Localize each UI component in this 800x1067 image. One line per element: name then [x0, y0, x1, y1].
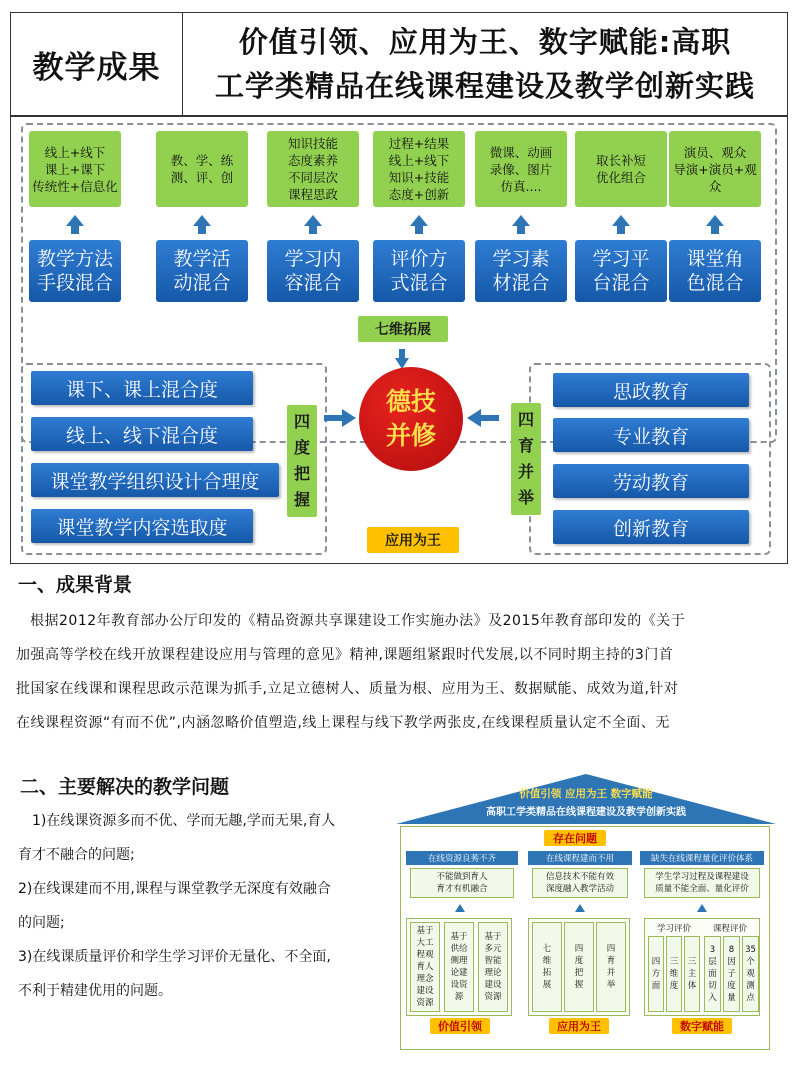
problem-head: 在线资源良莠不齐	[406, 851, 518, 865]
problem-tag: 存在问题	[544, 830, 606, 846]
feature-box: 教、学、练 测、评、创	[156, 131, 248, 207]
up-arrow-icon	[706, 215, 724, 226]
mixed-teaching-diagram	[10, 116, 788, 564]
paragraph-line: 在线课程资源“有而不优”,内涵忽略价值塑造,线上课程与线下教学两张皮,在线课程质量认定不全面、无	[16, 715, 670, 731]
degree-item: 课下、课上混合度	[31, 371, 253, 405]
problem-list	[18, 804, 390, 1008]
course-eval-column: 35 个 观 测 点	[742, 936, 759, 1012]
problem-line: 2)在线课建而不用,课程与课堂教学无深度有效融合	[18, 881, 331, 897]
course-eval-column: 3 层 面 切 入	[704, 936, 721, 1012]
course-eval-heading: 课程评价	[712, 924, 747, 934]
degree-item: 线上、线下混合度	[31, 417, 253, 451]
down-arrow-icon	[395, 349, 409, 369]
mix-type-box: 学习素 材混合	[475, 240, 567, 302]
problem-box: 信息技术不能有效 深度融入教学活动	[532, 868, 628, 898]
section-heading-background: 一、成果背景	[18, 574, 133, 596]
title-table	[10, 12, 788, 116]
resource-basis-column: 基于 大工 程观 育人 理念 建设 资源	[410, 922, 440, 1012]
value-guidance-tag: 价值引领	[430, 1018, 490, 1034]
moral-skill-circle: 德技 并修	[359, 367, 463, 471]
feature-box: 微课、动画 录像、图片 仿真....	[475, 131, 567, 207]
learning-eval-column: 三 维 度	[666, 936, 682, 1012]
education-item: 专业教育	[553, 418, 749, 452]
house-framework-diagram	[396, 774, 776, 1050]
up-arrow-icon	[304, 215, 322, 226]
up-arrow-icon	[575, 904, 585, 912]
problem-line: 1)在线课资源多而不优、学而无趣,学而无果,育人	[32, 813, 336, 829]
four-education-label: 四 育 并 举	[511, 403, 541, 515]
roof-title: 高职工学类精品在线课程建设及教学创新实践	[486, 807, 686, 818]
seven-column-6	[575, 131, 667, 302]
problem-head: 缺失在线课程量化评价体系	[640, 851, 764, 865]
mix-type-box: 学习平 台混合	[575, 240, 667, 302]
resource-basis-column: 基于 供给 侧理 论建 设资 源	[444, 922, 474, 1012]
problem-line: 的问题;	[18, 915, 65, 931]
problem-box: 不能做到育人 育才有机融合	[410, 868, 514, 898]
problem-line: 3)在线课质量评价和学生学习评价无量化、不全面,	[18, 949, 331, 965]
up-arrow-icon	[410, 215, 428, 226]
feature-box: 过程+结果 线上+线下 知识+技能 态度+创新	[373, 131, 465, 207]
education-item: 劳动教育	[553, 464, 749, 498]
learning-eval-heading: 学习评价	[656, 924, 691, 934]
seven-column-3	[267, 131, 359, 302]
seven-column-4	[373, 131, 465, 302]
application-king-label: 应用为王	[367, 527, 459, 553]
education-item: 思政教育	[553, 373, 749, 407]
project-title	[183, 13, 787, 115]
degree-item: 课堂教学组织设计合理度	[31, 463, 279, 497]
up-arrow-icon	[512, 215, 530, 226]
roof-shape	[396, 774, 776, 828]
seven-column-2	[156, 131, 248, 302]
application-column: 四 度 把 握	[564, 922, 594, 1012]
seven-column-7	[669, 131, 761, 302]
mix-type-box: 学习内 容混合	[267, 240, 359, 302]
four-degree-label: 四 度 把 握	[287, 405, 317, 517]
section-heading-problems: 二、主要解决的教学问题	[20, 776, 230, 798]
application-column: 七 维 拓 展	[532, 922, 562, 1012]
right-arrow-icon	[324, 409, 356, 427]
seven-column-5	[475, 131, 567, 302]
problem-line: 育才不融合的问题;	[18, 847, 135, 863]
learning-eval-column: 三 主 体	[684, 936, 700, 1012]
paragraph-line: 加强高等学校在线开放课程建设应用与管理的意见》精神,课题组紧跟时代发展,以不同时期主持的3门首	[16, 647, 674, 663]
education-item: 创新教育	[553, 510, 749, 544]
roof-slogan: 价值引领 应用为王 数字赋能	[519, 788, 653, 800]
application-tag: 应用为王	[549, 1018, 609, 1034]
feature-box: 线上+线下 课上+课下 传统性+信息化	[29, 131, 121, 207]
feature-box: 取长补短 优化组合	[575, 131, 667, 207]
seven-dimension-label: 七维拓展	[358, 316, 448, 342]
feature-box: 演员、观众 导演+演员+观众	[669, 131, 761, 207]
paragraph-line: 批国家在线课和课程思政示范课为抓手,立足立德树人、质量为根、应用为王、数据赋能、成效为道,针对	[16, 681, 679, 697]
digital-empowerment-tag: 数字赋能	[672, 1018, 732, 1034]
left-arrow-icon	[467, 409, 499, 427]
problem-line: 不利于精建优用的问题。	[18, 983, 172, 999]
project-title-line-1: 价值引领、应用为王、数字赋能:高职	[238, 25, 732, 59]
up-arrow-icon	[193, 215, 211, 226]
problem-head: 在线课程建而不用	[528, 851, 632, 865]
achievement-label: 教学成果	[11, 13, 183, 115]
course-eval-column: 8 因 子 度 量	[723, 936, 740, 1012]
feature-box: 知识技能 态度素养 不同层次 课程思政	[267, 131, 359, 207]
mix-type-box: 评价方 式混合	[373, 240, 465, 302]
learning-eval-column: 四 方 面	[648, 936, 664, 1012]
background-paragraph	[16, 604, 776, 740]
paragraph-line: 根据2012年教育部办公厅印发的《精品资源共享课建设工作实施办法》及2015年教育部印发的《关于	[30, 613, 686, 629]
mix-type-box: 教学方法 手段混合	[29, 240, 121, 302]
up-arrow-icon	[612, 215, 630, 226]
up-arrow-icon	[697, 904, 707, 912]
resource-basis-column: 基于 多元 智能 理论 建设 资源	[478, 922, 508, 1012]
up-arrow-icon	[455, 904, 465, 912]
problem-box: 学生学习过程及课程建设 质量不能全面、量化评价	[644, 868, 760, 898]
seven-column-1	[29, 131, 121, 302]
application-column: 四 育 并 举	[596, 922, 626, 1012]
mix-type-box: 课堂角 色混合	[669, 240, 761, 302]
up-arrow-icon	[66, 215, 84, 226]
project-title-line-2: 工学类精品在线课程建设及教学创新实践	[214, 69, 755, 103]
mix-type-box: 教学活 动混合	[156, 240, 248, 302]
degree-item: 课堂教学内容选取度	[31, 509, 253, 543]
